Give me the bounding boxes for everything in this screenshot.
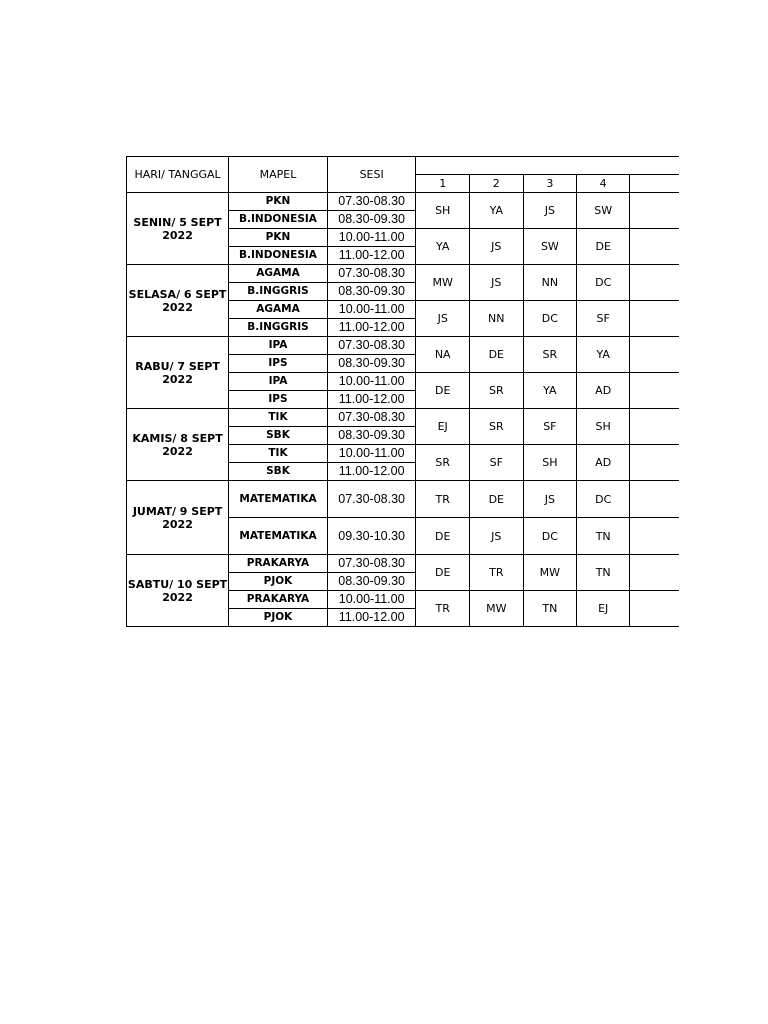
proctor-code-cell: MW [523, 555, 577, 591]
table-row [127, 337, 680, 355]
table-row [127, 193, 680, 211]
session-cell: 10.00-11.00 [327, 229, 416, 247]
session-cell: 11.00-12.00 [327, 391, 416, 409]
overflow-cell [630, 555, 679, 591]
proctor-code-cell: EJ [416, 409, 470, 445]
proctor-code-cell: YA [523, 373, 577, 409]
proctor-code-cell: JS [523, 193, 577, 229]
session-cell: 11.00-12.00 [327, 247, 416, 265]
subject-cell: PRAKARYA [229, 591, 328, 609]
proctor-code-cell: JS [416, 301, 470, 337]
proctor-code-cell: DE [470, 337, 524, 373]
overflow-cell [630, 409, 679, 445]
proctor-code-cell: DE [470, 481, 524, 518]
proctor-code-cell: SR [416, 445, 470, 481]
overflow-cell [630, 591, 679, 627]
header-subject: MAPEL [229, 157, 328, 193]
room-header-overflow [630, 175, 679, 193]
session-cell: 07.30-08.30 [327, 409, 416, 427]
subject-cell: PRAKARYA [229, 555, 328, 573]
proctor-code-cell: SR [470, 373, 524, 409]
subject-cell: PKN [229, 193, 328, 211]
session-cell: 08.30-09.30 [327, 355, 416, 373]
proctor-code-cell: TN [577, 555, 630, 591]
proctor-code-cell: JS [470, 265, 524, 301]
header-session: SESI [327, 157, 416, 193]
session-cell: 07.30-08.30 [327, 337, 416, 355]
proctor-code-cell: YA [470, 193, 524, 229]
subject-cell: AGAMA [229, 301, 328, 319]
subject-cell: IPA [229, 373, 328, 391]
proctor-code-cell: AD [577, 445, 630, 481]
proctor-code-cell: MW [416, 265, 470, 301]
subject-cell: SBK [229, 463, 328, 481]
proctor-code-cell: NN [470, 301, 524, 337]
proctor-code-cell: SH [577, 409, 630, 445]
subject-cell: PJOK [229, 609, 328, 627]
subject-cell: IPA [229, 337, 328, 355]
subject-cell: IPS [229, 391, 328, 409]
proctor-code-cell: MW [470, 591, 524, 627]
session-cell: 08.30-09.30 [327, 211, 416, 229]
proctor-code-cell: DE [416, 518, 470, 555]
session-cell: 10.00-11.00 [327, 591, 416, 609]
room-header: 2 [470, 175, 524, 193]
proctor-code-cell: DE [416, 373, 470, 409]
table-row [127, 481, 680, 518]
proctor-code-cell: DC [577, 265, 630, 301]
session-cell: 07.30-08.30 [327, 193, 416, 211]
session-cell: 08.30-09.30 [327, 283, 416, 301]
proctor-code-cell: JS [470, 229, 524, 265]
session-cell: 11.00-12.00 [327, 609, 416, 627]
subject-cell: MATEMATIKA [229, 481, 328, 518]
proctor-code-cell: DE [577, 229, 630, 265]
subject-cell: IPS [229, 355, 328, 373]
subject-cell: PJOK [229, 573, 328, 591]
proctor-code-cell: YA [416, 229, 470, 265]
proctor-code-cell: TR [416, 481, 470, 518]
proctor-code-cell: YA [577, 337, 630, 373]
proctor-code-cell: SR [523, 337, 577, 373]
proctor-code-cell: JS [523, 481, 577, 518]
proctor-code-cell: DC [523, 518, 577, 555]
day-cell: JUMAT/ 9 SEPT 2022 [127, 481, 229, 555]
proctor-code-cell: NN [523, 265, 577, 301]
subject-cell: TIK [229, 409, 328, 427]
table-row [127, 555, 680, 573]
overflow-cell [630, 301, 679, 337]
table-row [127, 265, 680, 283]
session-cell: 09.30-10.30 [327, 518, 416, 555]
proctor-code-cell: SH [523, 445, 577, 481]
room-header: 3 [523, 175, 577, 193]
proctor-code-cell: DC [523, 301, 577, 337]
proctor-code-cell: JS [470, 518, 524, 555]
proctor-code-cell: DE [416, 555, 470, 591]
proctor-code-cell: SR [470, 409, 524, 445]
table-row [127, 409, 680, 427]
room-header: 4 [577, 175, 630, 193]
proctor-code-cell: TR [470, 555, 524, 591]
session-cell: 07.30-08.30 [327, 481, 416, 518]
day-cell: SELASA/ 6 SEPT 2022 [127, 265, 229, 337]
overflow-cell [630, 229, 679, 265]
subject-cell: TIK [229, 445, 328, 463]
proctor-code-cell: EJ [577, 591, 630, 627]
proctor-code-cell: SW [523, 229, 577, 265]
proctor-code-cell: SH [416, 193, 470, 229]
schedule-table-container [126, 156, 679, 631]
proctor-code-cell: TN [577, 518, 630, 555]
schedule-table [126, 156, 679, 627]
room-header: 1 [416, 175, 470, 193]
session-cell: 08.30-09.30 [327, 573, 416, 591]
header-rooms-group [416, 157, 679, 175]
day-cell: RABU/ 7 SEPT 2022 [127, 337, 229, 409]
overflow-cell [630, 481, 679, 518]
overflow-cell [630, 337, 679, 373]
overflow-cell [630, 518, 679, 555]
subject-cell: B.INDONESIA [229, 247, 328, 265]
proctor-code-cell: SW [577, 193, 630, 229]
proctor-code-cell: AD [577, 373, 630, 409]
subject-cell: B.INDONESIA [229, 211, 328, 229]
overflow-cell [630, 445, 679, 481]
proctor-code-cell: SF [577, 301, 630, 337]
session-cell: 07.30-08.30 [327, 555, 416, 573]
overflow-cell [630, 373, 679, 409]
subject-cell: AGAMA [229, 265, 328, 283]
proctor-code-cell: TR [416, 591, 470, 627]
session-cell: 11.00-12.00 [327, 463, 416, 481]
proctor-code-cell: TN [523, 591, 577, 627]
day-cell: KAMIS/ 8 SEPT 2022 [127, 409, 229, 481]
proctor-code-cell: DC [577, 481, 630, 518]
session-cell: 10.00-11.00 [327, 373, 416, 391]
overflow-cell [630, 193, 679, 229]
session-cell: 10.00-11.00 [327, 445, 416, 463]
proctor-code-cell: SF [523, 409, 577, 445]
session-cell: 08.30-09.30 [327, 427, 416, 445]
subject-cell: SBK [229, 427, 328, 445]
session-cell: 07.30-08.30 [327, 265, 416, 283]
overflow-cell [630, 265, 679, 301]
subject-cell: B.INGGRIS [229, 319, 328, 337]
proctor-code-cell: SF [470, 445, 524, 481]
day-cell: SENIN/ 5 SEPT 2022 [127, 193, 229, 265]
subject-cell: B.INGGRIS [229, 283, 328, 301]
day-cell: SABTU/ 10 SEPT 2022 [127, 555, 229, 627]
header-day: HARI/ TANGGAL [127, 157, 229, 193]
session-cell: 11.00-12.00 [327, 319, 416, 337]
proctor-code-cell: NA [416, 337, 470, 373]
subject-cell: PKN [229, 229, 328, 247]
session-cell: 10.00-11.00 [327, 301, 416, 319]
subject-cell: MATEMATIKA [229, 518, 328, 555]
